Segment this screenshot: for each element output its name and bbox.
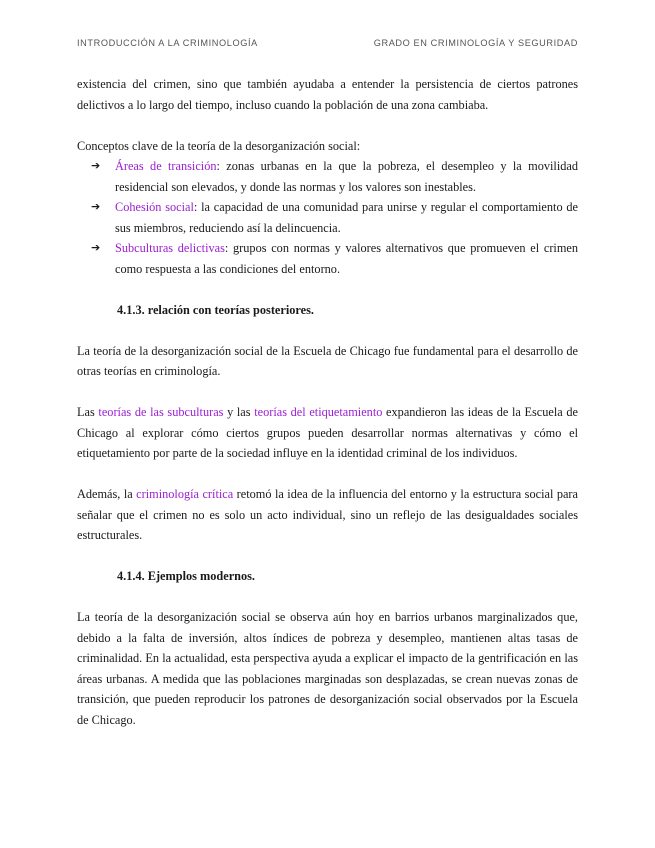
link-subcultures-theories[interactable]: teorías de las subculturas [98,405,224,419]
concept-text: : grupos con normas y valores alternativos que promueven el crimen como respuesta a las condiciones del entorno. [115,241,578,276]
intro-paragraph: existencia del crimen, sino que también ayudaba a entender la persistencia de ciertos patrones delictivos a lo largo del tiempo, incluso cuando la población de una zona cambiaba. [77,77,578,112]
section-413-paragraph-1: La teoría de la desorganización social de la Escuela de Chicago fue fundamental para el desarrollo de otras teorías en criminología. [77,343,578,378]
link-labeling-theories[interactable]: teorías del etiquetamiento [254,405,383,419]
list-item [77,197,578,238]
text-run: expandieron las ideas de la Escuela de Chicago al explorar cómo ciertos grupos pueden desarrollar normas alternativas y cómo el etiquetamiento por parte de la sociedad influye en la identidad criminal de los individuos. [77,405,579,460]
text-run: retomó la idea de la influencia del entorno y la estructura social para señalar que el crimen no es solo un acto individual, sino un reflejo de las desigualdades sociales estructurales. [77,487,578,542]
page-content [77,74,578,730]
concept-term-subcultures[interactable]: Subculturas delictivas [115,241,225,255]
arrow-bullet-icon: ➔ [91,200,101,213]
list-item [77,238,578,279]
section-413-paragraph-3 [77,484,578,546]
concept-text: : la capacidad de una comunidad para unirse y regular el comportamiento de sus miembros, reduciendo así la delincuencia. [115,200,578,235]
text-run: y las [223,405,255,419]
link-critical-criminology[interactable]: criminología crítica [136,487,234,501]
concept-text: : zonas urbanas en la que la pobreza, el desempleo y la movilidad residencial son elevados, y donde las normas y los valores son inestables. [115,159,578,194]
list-item [77,156,578,197]
arrow-bullet-icon: ➔ [91,159,101,172]
concept-term-cohesion[interactable]: Cohesión social [115,200,194,214]
concept-term-areas[interactable]: Áreas de transición [115,159,217,173]
text-run: Además, la [77,487,137,501]
section-heading-414: 4.1.4. Ejemplos modernos. [117,569,255,583]
section-heading-413: 4.1.3. relación con teorías posteriores. [117,302,314,317]
running-header [77,38,578,48]
arrow-bullet-icon: ➔ [91,241,101,254]
section-413-paragraph-2 [77,402,578,464]
section-414-paragraph-1: La teoría de la desorganización social se observa aún hoy en barrios urbanos marginalizados que, debido a la falta de inversión, altos índices de pobreza y desempleo, mantienen altas tasas de criminalidad. En la actualidad, esta perspectiva ayuda a explicar el impacto de la gentrificación en las áreas urbanas. A medida que las poblaciones marginadas son desplazadas, se crean nuevas zonas de transición, que pueden reproducir los patrones de desorganización social observados por la Escuela de Chicago. [77,610,578,727]
concepts-list [77,156,578,279]
header-course-title: INTRODUCCIÓN A LA CRIMINOLOGÍA [77,38,258,48]
text-run: Las [77,405,99,419]
concepts-title: Conceptos clave de la teoría de la desorganización social: [77,138,361,153]
header-degree-title: GRADO EN CRIMINOLOGÍA Y SEGURIDAD [373,38,578,48]
